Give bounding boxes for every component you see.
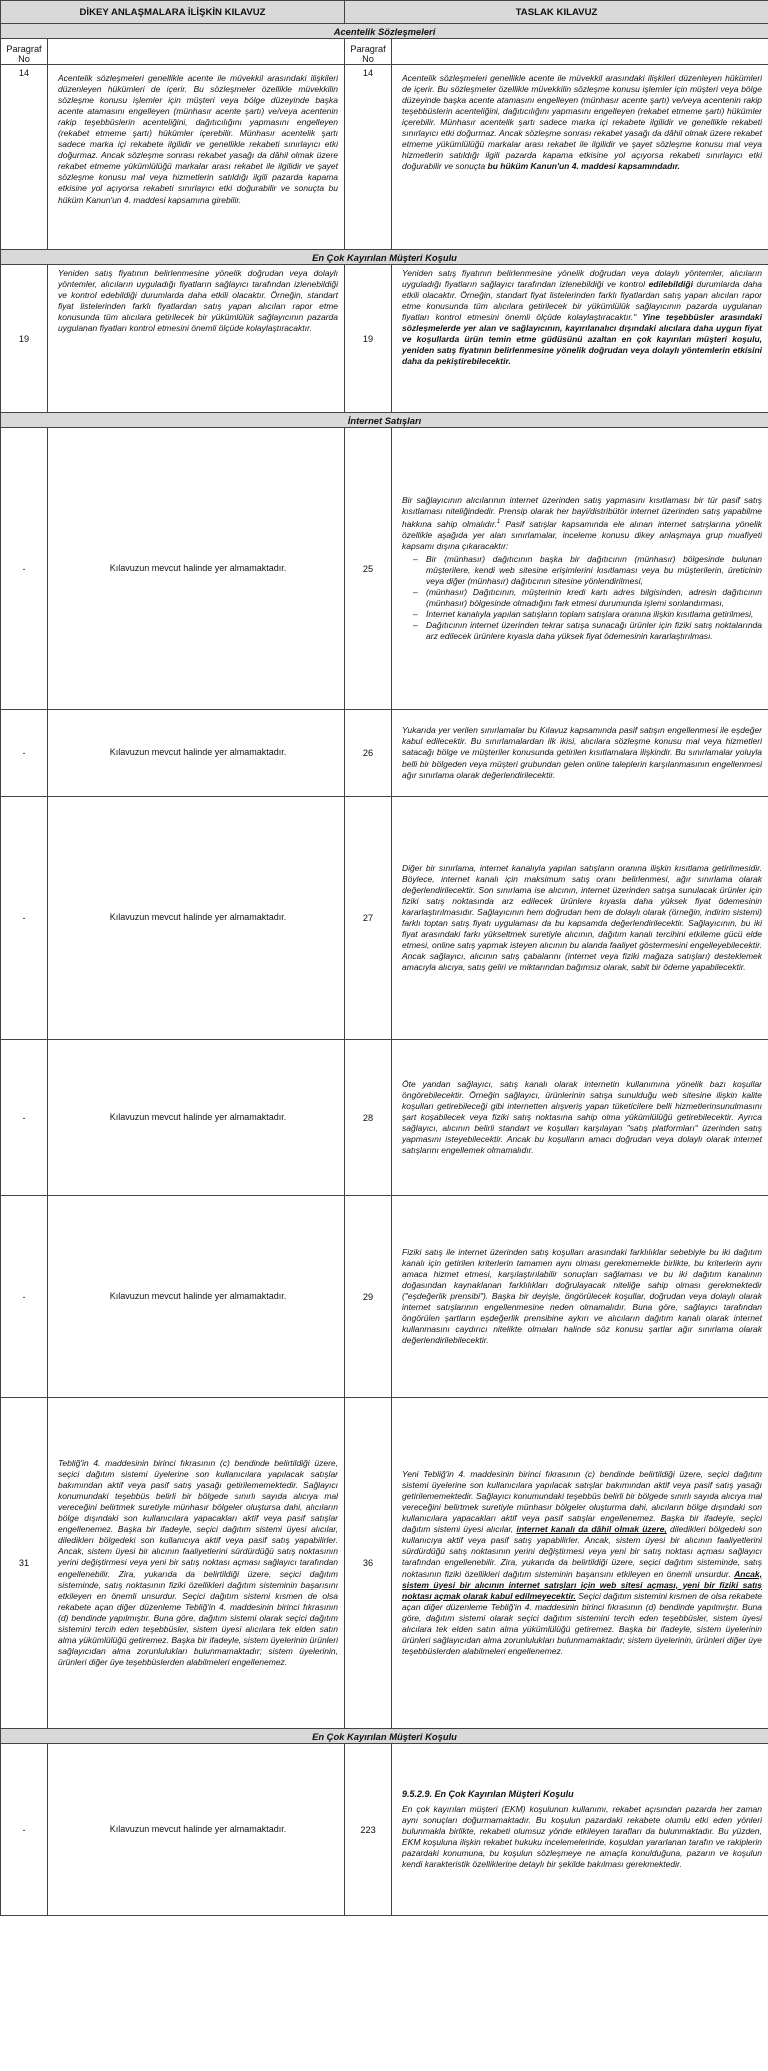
right-paragraph-no: 28 [345,1040,392,1196]
list-item: – Bir (münhasır) dağıtıcının başka bir dağıtıcının (münhasır) bölgesinde bulunan müşterilere, kendi web sitesine erişimlerini kısıtlaması veya bu müşterilerin, üreticinin veya diğer (münhasır) dağıtıcının sitesine yönlendirilmesi, [426,554,762,587]
not-in-current-guideline: Kılavuzun mevcut halinde yer almamaktadır. [48,1196,345,1398]
row-223 [1,1744,768,1916]
section-heading-row [1,1729,768,1744]
right-paragraph-text: 9.5.2.9. En Çok Kayırılan Müşteri Koşulu En çok kayırılan müşteri (EKM) koşulunun kullanımı, rekabet açısından pazarda her zaman aynı sonuçları doğurmamaktadır. Bu koşulun pazardaki rekabete olumlu etki eden yönleri bulunmakla birlikte, rekabeti olumsuz yönde etkileyen tarafları da bulunmaktadır. Bu yüzden, EKM koşuluna ilişkin rekabet hukuku incelemelerinde, koşuldan yararlanan tarafın ve rakiplerin pazardaki konumuna, bu koşulun sözleşmeye ne amaçla konulduğuna, pazarın ve koşulun kendi karakteristik özelliklerine detaylı bir şekilde bakılması gerekmektedir. [392,1744,768,1916]
section-ekm: En Çok Kayırılan Müşteri Koşulu [1,250,768,265]
header-row [1,1,768,24]
right-paragraph-no: 14 [345,65,392,250]
right-paragraph-no: 25 [345,428,392,710]
not-in-current-guideline: Kılavuzun mevcut halinde yer almamaktadır. [48,710,345,797]
left-column-title: DİKEY ANLAŞMALARA İLİŞKİN KILAVUZ [1,1,345,24]
left-paragraph-no: - [1,1744,48,1916]
left-paragraph-no: 31 [1,1398,48,1729]
left-paragraph-no: 19 [1,265,48,413]
paragraph-label-row [1,39,768,65]
row-29 [1,1196,768,1398]
list-item: – Dağıtıcının internet üzerinden tekrar satışa sunacağı ürünler için fiziki satış noktalarında arz edilecek ürünlere kıyasla daha yüksek fiyat ödemesinin kararlaştırılması. [426,620,762,642]
row-26 [1,710,768,797]
right-paragraph-text: Yeni Tebliğ'in 4. maddesinin birinci fıkrasının (c) bendinde belirtildiği üzere, seçici dağıtım sistemi üyelerine son kullanıcılara yapılacak satışlar bakımından aktif veya pasif satış yasağı getirilememektedir. Sağlayıcı konumundaki teşebbüs belirli bir bölgede sınırlı sayıda alıcıya mal vereceğini belirtmek suretiyle münhasır bölgeler oluşturma dahi, alıcıların bölge dışındaki son kullanıcılara yapacakları aktif veya pasif satışlar engellenemez. Başka bir ifadeyle, seçici dağıtım sistemi üyesi alıcılar, internet kanalı da dâhil olmak üzere, diledikleri bölgedeki son kullanıcıya aktif veya pasif satış yapabilirler. Ancak, sistem üyesi bir alıcının faaliyetlerini sürdürdüğü satış noktasının yerini değiştirmesi veya yeni bir satış noktası açması sağlayıcı tarafından engellenebilir. Zira, yukarıda da belirtildiği üzere, seçici dağıtım sisteminde, satış noktasının fiziki özellikleri dağıtım sisteminin başarısını etkileyen en önemli unsurdur. Ancak, sistem üyesi bir alıcının internet satışları için web sitesi açması, yeni bir fiziki satış noktası açmak olarak kabul edilmeyecektir. Seçici dağıtım sistemini kısmen de olsa rekabete açan diğer düzenleme Tebliğ'in 4. maddesinin birinci fıkrasının (d) bendinde yapılmıştır. Buna göre, dağıtım sistemi olarak seçici dağıtım sistemini tercih eden teşebbüsler, sistem üyesi alıcılara tek elden satın alma yükümlülüğü getiremez. Başka bir ifadeyle, sistem üyelerinin ürünleri sağlayıcıdan alma zorunlulukları bulunmamaktadır; sistem üyelerinin, ürünleri diğer üye teşebbüslerden alabilmeleri engellenemez. [392,1398,768,1729]
right-paragraph-text: Yeniden satış fiyatının belirlenmesine yönelik doğrudan veya dolaylı yöntemler, alıcıların uyguladığı fiyatların sağlayıcı tarafından izlenebildiği ve kontrol edilebildiği durumlarda daha etkili olacaktır. Örneğin, standart fiyat listelerinden farklı fiyatlardan satış yapan alıcıları rapor etme konusunda tüm alıcılara getirilecek bir yükümlülük sağlayıcının pazarda uygulanan fiyatları kontrol etmesini önemli ölçüde kolaylaştıracaktır." Yine teşebbüsler arasındaki sözleşmelerde yer alan ve sağlayıcının, kayırılanalıcı dışındaki alıcılara daha uygun fiyat ve koşullarda ürün temin etme güdüsünü azaltan en çok kayırılan müşteri koşulu, yeniden satış fiyatının belirlenmesine yönelik doğrudan veya dolaylı yöntemlerin etkisini daha da pekiştirebilecektir. [392,265,768,413]
not-in-current-guideline: Kılavuzun mevcut halinde yer almamaktadır. [48,1744,345,1916]
left-paragraph-no: - [1,710,48,797]
right-paragraph-text: Acentelik sözleşmeleri genellikle acente ile müvekkil arasındaki ilişkileri düzenleyen hükümleri de içerir. Bu sözleşmeler özellikle müvekkilin sözleşme konusu işlemler için müşteri veya bölge düzeyinde başka acente atamasını engelleyen (münhasır acente şartı) ve/veya acentenin rakip teşebbüslerin acenteliğini, dağıtıcılığını yapmasını engelleyen (rekabet etmeme şartı) hükümler içerebilir. Münhasır acentelik şartı sadece marka içi rekabete ilgilidir ve genellikle rekabeti sınırlayıcı etki doğurmaz. Ancak sözleşme sonrası rekabet yasağı da dâhil olmak üzere rekabet etmeme yükümlülüğü markalar arası rekabet ile ilgilidir ve şayet sözleşme konusu mal veya hizmetlerin satıldığı ilgili pazarda kapama etkisine yol açıyorsa rekabeti sınırlayıcı etki doğurabilir ve sonuçta bu hüküm Kanun'un 4. maddesi kapsamındadır. [392,65,768,250]
section-heading-row [1,413,768,428]
row-25 [1,428,768,710]
left-paragraph-text: Yeniden satış fiyatının belirlenmesine yönelik doğrudan veya dolaylı yöntemler, alıcıların uyguladığı fiyatların sağlayıcı tarafından izlenebildiği ve kontrol edebildiği durumlarda daha etkili olacaktır. Örneğin, standart fiyat listelerinden farklı fiyatlardan satış yapan alıcıları rapor etme konusunda tüm alıcılara getirilecek bir yükümlülük sağlayıcının pazarda uygulanan fiyatları kontrol etmesini önemli ölçüde kolaylaştıracaktır. [48,265,345,413]
row-27 [1,797,768,1040]
paragraph-no-label-right: Paragraf No [345,39,392,65]
right-paragraph-text: Bir sağlayıcının alıcılarının internet üzerinden satış yapmasını kısıtlaması bir tür pasif satış kısıtlaması niteliğindedir. Prensip olarak her bayi/distribütör internet üzerinden satış yapabilme hakkına sahip olmalıdır.$^1$ Pasif satışlar kapsamında ele alınan internet satışlarına yönelik özellikle aşağıda yer alan sınırlamalar, inceleme konusu dikey anlaşmaya grup muafiyeti kapsamı dışına çıkaracaktır: – Bir (münhasır) dağıtıcının başka bir dağıtıcının (münhasır) bölgesinde bulunan müşterilere, kendi web sitesine erişimlerini kısıtlaması veya bu müşterilerin, üreticinin veya diğer (münhasır) dağıtıcının sitesine yönlendirilmesi, – (münhasır) Dağıtıcının, müşterinin kredi kartı adres bilgisinden, adresin dağıtıcının (münhasır) bölgesinde olmadığını fark etmesi durumunda işlemi sonlandırması, – İnternet kanalıyla yapılan satışların toplam satışlara oranına ilişkin kısıtlama getirilmesi, – Dağıtıcının internet üzerinden tekrar satışa sunacağı ürünler için fiziki satış noktalarında arz edilecek ürünlere kıyasla daha yüksek fiyat ödemesinin kararlaştırılması. [392,428,768,710]
left-paragraph-no: - [1,797,48,1040]
right-paragraph-text: Fiziki satış ile internet üzerinden satış koşulları arasındaki farklılıklar sebebiyle bu iki dağıtım kanalı için getirilen kriterlerin tamamen aynı olması gerekmemekle birlikte, bu kriterlerin aynı amaca hizmet etmesi, karşılaştırılabilir sonuçları sağlaması ve bu iki dağıtım kanalının doğasından kaynaklanan farklılıkları doğrulayacak niteliğe sahip olması gerekmektedir ("eşdeğerlik prensibi"). Başka bir deyişle, öngörülecek koşullar, doğrudan veya dolaylı olarak internet satışlarının engellenmesine neden olmamalıdır. Buna göre, sağlayıcı tarafından öngörülen şartların eşdeğerlik prensibine aykırı ve alıcıların dağıtım kanalı olarak internet kullanmasını caydırıcı nitelikte olmaları halinde söz konusu şartlar ağır sınırlama olarak değerlendirilebilecektir. [392,1196,768,1398]
section-ekm-2: En Çok Kayırılan Müşteri Koşulu [1,1729,768,1744]
right-paragraph-text: Yukarıda yer verilen sınırlamalar bu Kılavuz kapsamında pasif satışın engellenmesi ile eşdeğer kabul edilecektir. Bu sınırlamalardan ilk ikisi, alıcılara sözleşme konusu mal veya hizmetleri satacağı bölge ve müşteriler konusunda getirilen kısıtlamalara ilişkindir. Bu sınırlamalar yoluyla belli bir bölgeden veya müşteri grubundan gelen online taleplerin karşılanmasının engellenmesi ağır sınırlama olarak değerlendirilecektir. [392,710,768,797]
left-paragraph-no: - [1,1196,48,1398]
paragraph-no-label-left: Paragraf No [1,39,48,65]
not-in-current-guideline: Kılavuzun mevcut halinde yer almamaktadır. [48,797,345,1040]
restriction-list [402,554,762,642]
right-paragraph-no: 223 [345,1744,392,1916]
left-paragraph-no: 14 [1,65,48,250]
not-in-current-guideline: Kılavuzun mevcut halinde yer almamaktadır. [48,1040,345,1196]
subsection-heading: 9.5.2.9. En Çok Kayırılan Müşteri Koşulu [402,1788,574,1799]
left-paragraph-text: Tebliğ'in 4. maddesinin birinci fıkrasının (c) bendinde belirtildiği üzere, seçici dağıtım sistemi üyelerine son kullanıcılara yapılacak satışlar bakımından aktif veya pasif satış yasağı getirilememektedir. Sağlayıcı konumundaki teşebbüs belirli bir bölgede sınırlı sayıda alıcıya mal vereceğini belirtmek suretiyle münhasır bölgeler oluştursa dahi, alıcıların bölge dışındaki son kullanıcılara yapacakları aktif veya pasif satışlar engellenemez. Başka bir ifadeyle, seçici dağıtım sistemi üyesi alıcılar, dilediklerı bölgedeki son kullanıcıya aktif veya pasif satış yapabilirler. Ancak, sistem üyesi bir alıcının faaliyetlerini sürdürdüğü satış noktasının yerini değiştirmesi veya yeni bir satış noktası açması sağlayıcı tarafından engellenebilir. Zira, yukarıda da belirtildiği üzere, seçici dağıtım sisteminde, satış noktasının fiziki özellikleri dağıtım sisteminin başarısını etkileyen en önemli unsurdur. Seçici dağıtım sistemi kısmen de olsa rekabete açan diğer düzenleme Tebliğ'in 4. maddesinin birinci fıkrasının (d) bendinde yapılmıştır. Buna göre, dağıtım sistemi olarak seçici dağıtım sistemini tercih eden teşebbüsler, sistem üyesi alıcılara tek elden satın alma yükümlülüğü getiremez. Başka bir ifadeyle, sistem üyelerinin ürünleri sağlayıcıdan alma zorunlulukları bulunmamaktadır; sistem üyelerinin, ürünleri diğer üye teşebbüslerden alabilmeleri engellenemez. [48,1398,345,1729]
list-item: – İnternet kanalıyla yapılan satışların toplam satışlara oranına ilişkin kısıtlama getirilmesi, [426,609,762,620]
row-14 [1,65,768,250]
section-heading-row [1,250,768,265]
not-in-current-guideline: Kılavuzun mevcut halinde yer almamaktadır. [48,428,345,710]
right-paragraph-no: 26 [345,710,392,797]
left-paragraph-text: Acentelik sözleşmeleri genellikle acente ile müvekkil arasındaki ilişkileri düzenleyen hükümleri de içerir. Bu sözleşmeler özellikle müvekkilin sözleşme konusu işlemler için müşteri veya bölge düzeyinde başka acente atamasını engelleyen (münhasır acente şartı) ve/veya acentenin rakip teşebbüslerin acenteliğini, dağıtıcılığını yapmasını engelleyen (rekabet etmeme şartı) hükümler içerebilir. Münhasır acentelik şartı sadece marka içi rekabete ilgilidir ve genellikle rekabeti sınırlayıcı etki doğurmaz. Ancak sözleşme sonrası rekabet yasağı da dâhil olmak üzere rekabet etmeme yükümlülüğü markalar arası rekabet ile ilgilidir ve şayet sözleşme konusu mal veya hizmetlerin satıldığı ilgili pazarda kapama etkisine yol açıyorsa rekabeti sınırlayıcı etki doğurabilir ve sonuçta bu hüküm Kanun'un 4. maddesi kapsamına girebilir. [48,65,345,250]
list-item: – (münhasır) Dağıtıcının, müşterinin kredi kartı adres bilgisinden, adresin dağıtıcının (münhasır) bölgesinde olmadığını fark etmesi durumunda işlemi sonlandırması, [426,587,762,609]
row-19 [1,265,768,413]
right-paragraph-no: 19 [345,265,392,413]
section-internet: İnternet Satışları [1,413,768,428]
right-paragraph-no: 27 [345,797,392,1040]
row-28 [1,1040,768,1196]
right-paragraph-text: Diğer bir sınırlama, internet kanalıyla yapılan satışların oranına ilişkin kısıtlama getirilmesidir. Böylece, internet kanalı için maksimum satış oranı belirlenmesi, ağır sınırlama olarak değerlendirilecektir. Son sınırlama ise alıcının, internet üzerinden satışa sunulacak ürünler için fiziki satış noktasında arz edilecek ürünlere kıyasla daha yüksek fiyat ödemesinin kararlaştırılmasıdır. Sağlayıcının hem doğrudan hem de dolaylı olarak (örneğin, indirim sistemi) farklı toptan satış fiyatı uygulaması da bu kapsamda değerlendirilecektir. Sağlayıcının, bu iki fiyat arasındaki farkı yükseltmek suretiyle alıcının, dağıtım kanalı tercihini etkileme gücü elde etmesi, online satış yapmak isteyen alıcının bu alanda faaliyet göstermesini engelleyebilecektir. Ancak sağlayıcı, alıcının satış çabalarını (internet veya fiziki mağaza satışları) desteklemek amacıyla alıcıya, satış geliri ve miktarından bağımsız olarak, sabit bir ödeme yapabilecektir. [392,797,768,1040]
left-paragraph-no: - [1,428,48,710]
section-acentelik: Acentelik Sözleşmeleri [1,24,768,39]
right-paragraph-no: 29 [345,1196,392,1398]
right-paragraph-text: Öte yandan sağlayıcı, satış kanalı olarak internetin kullanımına yönelik bazı koşullar öngörebilecektir. Örneğin sağlayıcı, ürünlerinin satışa sunulduğu web sitesine ilişkin kalite koşulları getirebileceği gibi internetten alışveriş yapan tüketicilere belli hizmetlerinsunulmasını şart koşabilecek veya fiziki satış noktasına sahip olma yükümlülüğü getirebilecektir. Ayrıca sağlayıcı, alıcının belirli standart ve koşulları karşılayan "satış platformları" üzerinden satış yapmasını isteyebilecektir. Ancak bu koşulların amacı doğrudan veya dolaylı olarak internet satışlarını engellemek olmamalıdır. [392,1040,768,1196]
section-heading-row [1,24,768,39]
left-paragraph-no: - [1,1040,48,1196]
row-31-36 [1,1398,768,1729]
right-paragraph-no: 36 [345,1398,392,1729]
right-column-title: TASLAK KILAVUZ [345,1,768,24]
